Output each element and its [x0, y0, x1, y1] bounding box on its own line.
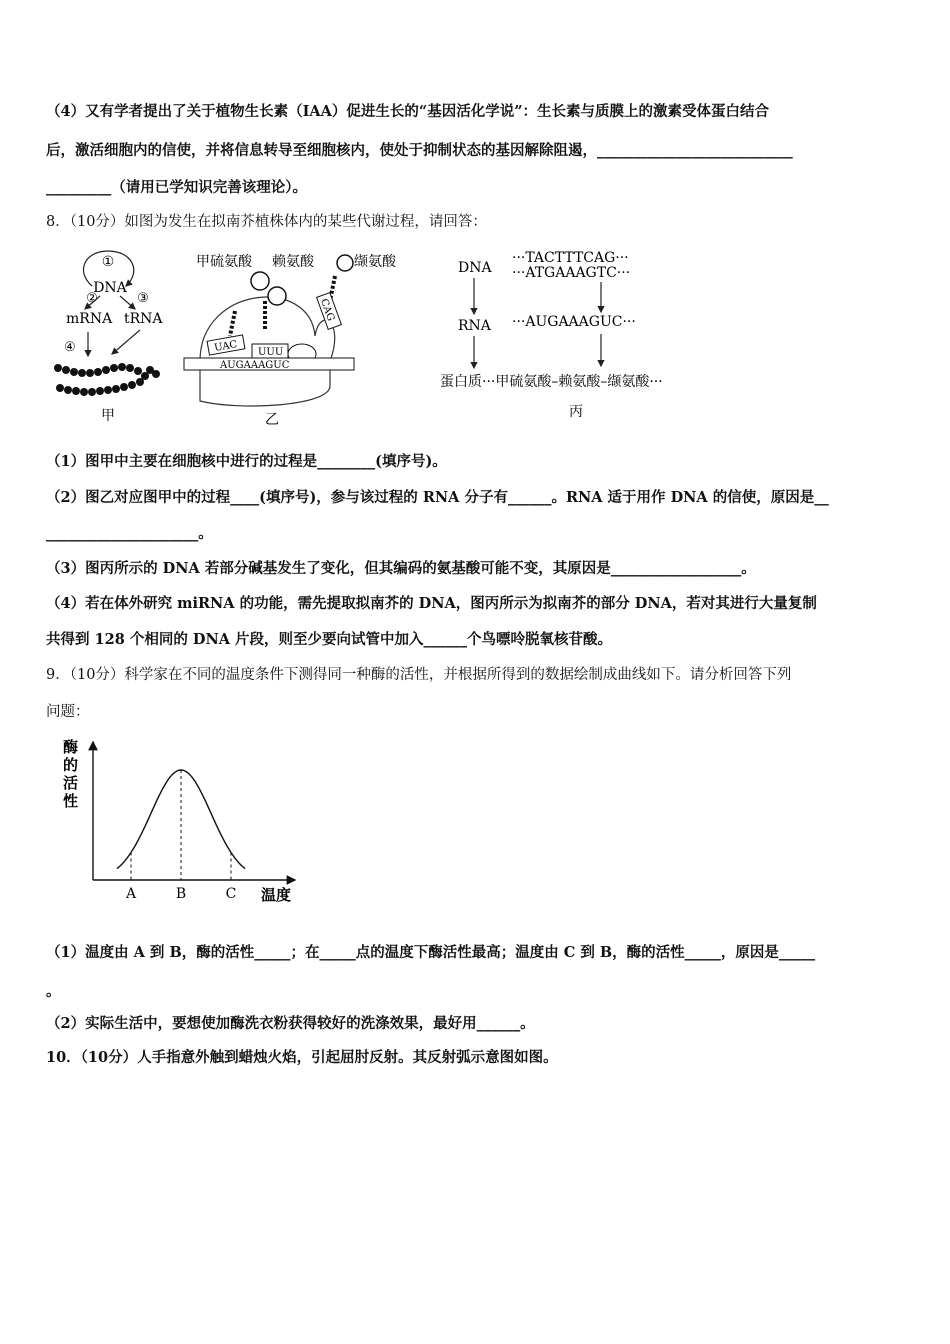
anticodon-cag: CAG	[317, 297, 337, 323]
enzyme-activity-chart	[55, 732, 315, 912]
rna-strand: ···AUGAAAGUC···	[512, 314, 636, 330]
q8-stem: 8．（10分）如图为发生在拟南芥植株体内的某些代谢过程，请回答：	[46, 214, 487, 230]
figure-bing	[436, 246, 716, 431]
anticodon-uac: UAC	[213, 339, 239, 354]
q8-sub2-line2: _____________________。	[46, 525, 213, 542]
label-circle3: ③	[137, 291, 149, 306]
y-label-char-3: 活	[63, 774, 79, 792]
dna-strand2: ···ATGAAAGTC···	[512, 265, 631, 281]
mrna-strand: AUGAAAGUC	[220, 360, 290, 371]
y-label-char-2: 的	[63, 756, 79, 774]
rna-label: RNA	[458, 318, 491, 334]
tick-label-b: B	[175, 886, 187, 902]
anticodon-uuu: UUU	[258, 347, 284, 358]
tick-label-c: C	[225, 886, 237, 902]
q10-stem: 10．（10分）人手指意外触到蜡烛火焰，引起屈肘反射。其反射弧示意图如图。	[46, 1049, 558, 1066]
figure-jia	[50, 246, 175, 426]
x-axis-label: 温度	[261, 886, 292, 904]
q8-sub3: （3）图丙所示的 DNA 若部分碱基发生了变化，但其编码的氨基酸可能不变，其原因是__________________。	[46, 560, 756, 577]
q8-sub4-line2: 共得到 128 个相同的 DNA 片段，则至少要向试管中加入______个鸟嘌呤脱氧核苷酸。	[46, 631, 613, 648]
q9-sub1-line1: （1）温度由 A 到 B，酶的活性_____；在_____点的温度下酶活性最高；温度由 C 到 B，酶的活性_____，原因是_____	[46, 944, 816, 961]
q8-sub2-line1: （2）图乙对应图甲中的过程____(填序号)，参与该过程的 RNA 分子有______。RNA 适于用作 DNA 的信使，原因是__	[46, 489, 829, 506]
dna-label: DNA	[458, 260, 492, 276]
label-circle4: ④	[64, 340, 76, 355]
caption-jia: 甲	[101, 408, 115, 424]
label-mrna: mRNA	[66, 311, 113, 327]
caption-bing: 丙	[569, 404, 583, 420]
q7-part4-line2: 后，激活细胞内的信使，并将信息转导至细胞核内，使处于抑制状态的基因解除阻遏，___________________________	[46, 142, 793, 159]
figure-yi	[180, 246, 420, 431]
q9-sub2: （2）实际生活中，要想使加酶洗衣粉获得较好的洗涤效果，最好用______。	[46, 1015, 535, 1032]
q7-part4-line3: _________（请用已学知识完善该理论）。	[46, 179, 307, 196]
q9-stem-line1: 9．（10分）科学家在不同的温度条件下测得同一种酶的活性，并根据所得到的数据绘制成曲线如下。请分析回答下列	[46, 667, 792, 683]
protein-chain: 蛋白质···甲硫氨酸–赖氨酸–缬氨酸···	[440, 374, 663, 390]
caption-yi: 乙	[265, 412, 279, 428]
q7-part4-line1: （4）又有学者提出了关于植物生长素（IAA）促进生长的“基因活化学说”：生长素与质膜上的激素受体蛋白结合	[46, 103, 770, 120]
label-lys: 赖氨酸	[272, 254, 314, 270]
label-dna: DNA	[93, 280, 127, 296]
label-circle1: ①	[101, 254, 115, 270]
q8-sub4-line1: （4）若在体外研究 miRNA 的功能，需先提取拟南芥的 DNA，图丙所示为拟南芥的部分 DNA，若对其进行大量复制	[46, 595, 817, 612]
label-met: 甲硫氨酸	[196, 254, 252, 270]
label-val: 缬氨酸	[354, 254, 396, 270]
dna-strand1: ···TACTTTCAG···	[512, 250, 629, 266]
q9-sub1-line2: 。	[46, 983, 61, 1000]
tick-label-a: A	[125, 886, 137, 902]
q9-stem-line2: 问题：	[46, 704, 90, 720]
y-label-char-4: 性	[63, 792, 79, 810]
label-trna: tRNA	[124, 311, 163, 327]
label-circle2: ②	[86, 291, 98, 306]
q8-sub1: （1）图甲中主要在细胞核中进行的过程是________(填序号)。	[46, 453, 447, 470]
y-label-char-1: 酶	[63, 738, 79, 756]
